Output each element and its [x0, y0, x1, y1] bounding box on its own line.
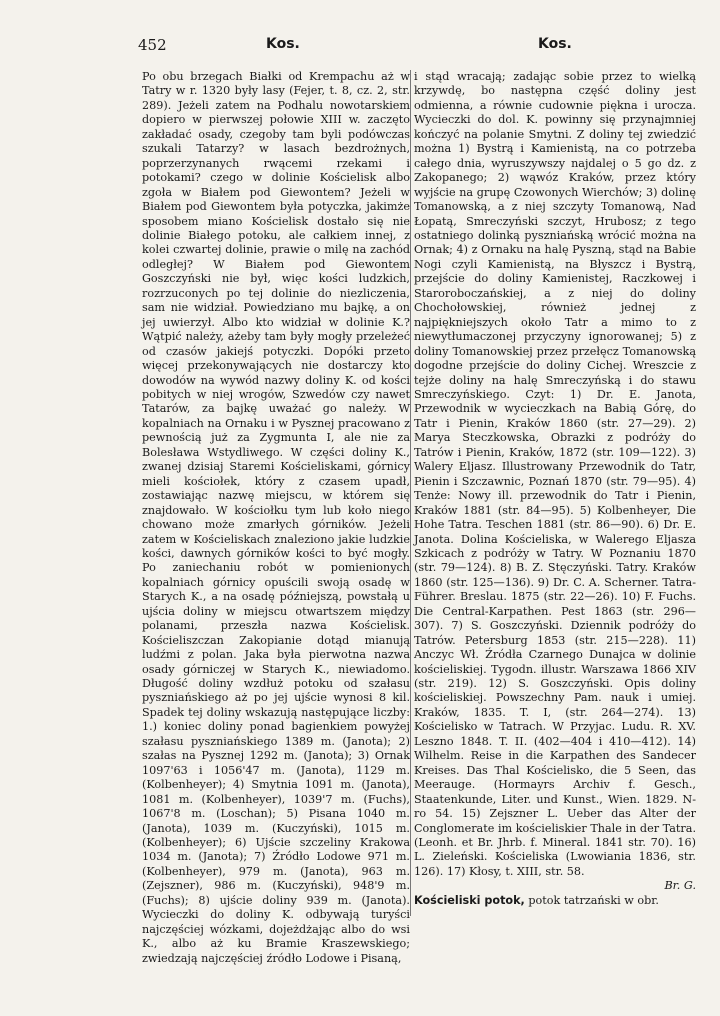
- entry-headword: Kościeliski potok,: [414, 893, 525, 907]
- page-number: 452: [138, 36, 167, 54]
- entry-text: potok tatrzański w obr.: [528, 893, 659, 907]
- right-column-text: i stąd wracają; zadając sobie przez to wielką krzywdę, bo następna część doliny jest odmienna, a równie cudownie piękna i urocza. Wycieczki do dol. K. powinny się przynajmniej kończyć na polanie Smytni. Z doliny tej zwiedzić można 1) Bystrą i Kamienistą, na co potrzeba całego dnia, wyruszywszy najdalej o 5 go dz. z Zakopanego; 2) wąwóz Kraków, przez który wyjście na grupę Czowonych Wierchów; 3) dolinę Tomanowską, a z niej szczyty Tomanową, Nad Łopatą, Smreczyński szczyt, Hrubosz; z tego ostatniego dolinką pyszniańską wrócić można na Ornak; 4) z Ornaku na halę Pyszną, stąd na Babie Nogi czyli Kamienistą, na Błyszcz i Bystrą, przejście do doliny Kamienistej, Raczkowej i Staroroboczańskiej, a z niej do doliny Chochołowskiej, również jednej z najpiękniejszych około Tatr a mimo to z niewytłumaczonej przyczyny ignorowanej; 5) z doliny Tomanowskiej przez przełęcz Tomanowską dogodne przejście do doliny Cichej. Wreszcie z tejże doliny na halę Smreczyńską i do stawu Smreczyńskiego. Czyt: 1) Dr. E. Janota, Przewodnik w wycieczkach na Babią Górę, do Tatr i Pienin, Kraków 1860 (str. 27—29). 2) Marya Steczkowska, Obrazki z podróży do Tatrów i Pienin, Kraków, 1872 (str. 109—122). 3) Walery Eljasz. Illustrowany Przewodnik do Tatr, Pienin i Szczawnic, Poznań 1870 (str. 79—95). 4) Tenże: Nowy ill. przewodnik do Tatr i Pienin, Kraków 1881 (str. 84—95). 5) Kolbenheyer, Die Hohe Tatra. Teschen 1881 (str. 86—90). 6) Dr. E. Janota. Dolina Kościeliska, w Walerego Eljasza Szkicach z podróży w Tatry. W Poznaniu 1870 (str. 79—124). 8) B. Z. Stęczyński. Tatry. Kraków 1860 (str. 125—136). 9) Dr. C. A. Scherner. Tatra-Führer. Breslau. 1875 (str. 22—26). 10) F. Fuchs. Die Central-Karpathen. Pest 1863 (str. 296—307). 7) S. Goszczyński. Dziennik podróży do Tatrów. Petersburg 1853 (str. 215—228). 11) Anczyc Wł. Źródła Czarnego Dunajca w dolinie kościeliskiej. Tygodn. illustr. Warszawa 1866 XIV (str. 219). 12) S. Goszczyński. Opis doliny kościeliskiej. Powszechny Pam. nauk i umiej. Kraków, 1835. T. I, (str. 264—274). 13) Kościelisko w Tatrach. W Przyjac. Ludu. R. XV. Leszno 1848. T. II. (402—404 i 410—412). 14) Wilhelm. Reise in die Karpathen des Sandecer Kreises. Das Thal Kościelisko, die 5 Seen, das Meerauge. (Hormayrs Archiv f. Gesch., Staatenkunde, Liter. und Kunst., Wien. 1829. N-ro 54. 15) Zejszner L. Ueber das Alter der Conglomerate im kościeliskier Thale in der Tatra. (Leonh. et Br. Jhrb. f. Mineral. 1841 str. 70). 16) L. Zieleński. Kościeliska (Lwowiania 1836, str. 126). 17) Kłosy, t. XIII, str. 58.: [414, 70, 696, 878]
- left-column-text: Po obu brzegach Białki od Krempachu aż w Tatry w r. 1320 były lasy (Fejer, t. 8, cz. 2, str. 289). Jeżeli zatem na Podhalu nowotarskiem dopiero w pierwszej połowie XIII w. zaczęto zakładać osady, czegoby tam byli podówczas szukali Tatarzy? w lasach bezdrożnych, poprzerzynanych rwącemi rzekami i potokami? czego w dolinie Kościelisk albo zgoła w Białem pod Giewontem? Jeżeli w Białem pod Giewontem była potyczka, jakimże sposobem miano Kościelisk dostało się nie dolinie Białego potoku, ale całkiem innej, z kolei czwartej dolinie, prawie o milę na zachód odległej? W Białem pod Giewontem Goszczyński nie był, więc kości ludzkich, rozrzuconych po tej dolinie do niezliczenia, sam nie widział. Powiedziano mu bajkę, a on jej uwierzył. Albo kto widział w dolinie K.? Wątpić należy, ażeby tam były mogły przeleżeć od czasów jakiejś potyczki. Dopóki przeto więcej przekonywających nie dostarczy kto dowodów na wywód nazwy doliny K. od kości pobitych w niej wrogów, Szwedów czy nawet Tatarów, za bajkę uważać go należy. W kopalniach na Ornaku i w Pysznej pracowano z pewnością już za Zygmunta I, ale nie za Bolesława Wstydliwego. W części doliny K., zwanej dzisiaj Staremi Kościeliskami, górnicy mieli kościołek, który z czasem upadł, zostawiając nazwę miejscu, w którem się znajdowało. W kościołku tym lub koło niego chowano może zmarłych górników. Jeżeli zatem w Kościeliskach znaleziono jakie ludzkie kości, dawnych górników kości to być mogły. Po zaniechaniu robót w pomienionych kopalniach górnicy opuścili swoją osadę w Starych K., a na osadę późniejszą, powstałą u ujścia doliny w miejscu otwartszem między polanami, przeszła nazwa Kościelisk. Kościeliszczan Zakopianie dotąd mianują ludźmi z polan. Jaka była pierwotna nazwa osady górniczej w Starych K., niewiadomo. Długość doliny wzdłuż potoku od szałasu pyszniańskiego aż po jej ujście wynosi 8 kil. Spadek tej doliny wskazują następujące liczby: 1.) koniec doliny ponad bagienkiem powyżej szałasu pyszniańskiego 1389 m. (Janota); 2) szałas na Pysznej 1292 m. (Janota); 3) Ornak 1097'63 i 1056'47 m. (Janota), 1129 m. (Kolbenheyer); 4) Smytnia 1091 m. (Janota), 1081 m. (Kolbenheyer), 1039'7 m. (Fuchs), 1067'8 m. (Loschan); 5) Pisana 1040 m. (Janota), 1039 m. (Kuczyński), 1015 m. (Kolbenheyer); 6) Ujście szczeliny Krakowa 1034 m. (Janota); 7) Źródło Lodowe 971 m. (Kolbenheyer), 979 m. (Janota), 963 m. (Zejszner), 986 m. (Kuczyński), 948'9 m. (Fuchs); 8) ujście doliny 939 m. (Janota). Wycieczki do doliny K. odbywają turyści najczęściej wózkami, dojeżdżając albo do wsi K., albo aż ku Bramie Kraszewskiego; zwiedzają najczęściej źródło Lodowe i Pisaną,: [142, 70, 410, 965]
- right-column: [414, 70, 696, 908]
- column-divider: [410, 70, 411, 916]
- author-signature: Br. G.: [664, 879, 696, 893]
- running-head-left: Kos.: [266, 36, 300, 52]
- left-column: [142, 70, 410, 966]
- page-header: [138, 36, 698, 58]
- next-entry: [414, 894, 696, 908]
- running-head-right: Kos.: [538, 36, 572, 52]
